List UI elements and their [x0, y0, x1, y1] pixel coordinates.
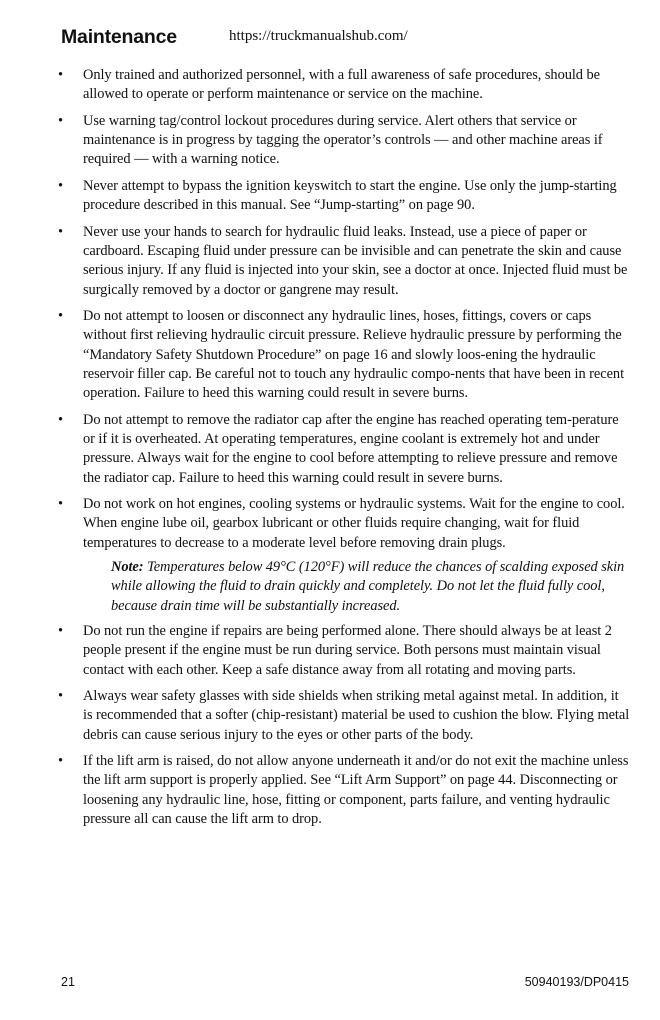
note-text: Temperatures below 49°C (120°F) will reduce the chances of scalding exposed skin while allowing the fluid to drain quickly and completely. Do not let the fluid fully cool, because drain time will be substantially increased.	[111, 559, 625, 614]
bullet-icon: •	[58, 223, 63, 240]
list-item	[58, 687, 630, 745]
source-url: https://truckmanualshub.com/	[229, 28, 408, 44]
bullet-icon: •	[58, 688, 63, 705]
list-item	[58, 622, 630, 680]
list-item-text: Do not work on hot engines, cooling systems or hydraulic systems. Wait for the engine to cool. When engine lube oil, gearbox lubricant or other fluids require changing, wait for fluid temperatures to decrease to a moderate level before removing drain plugs.	[83, 496, 625, 551]
bullet-icon: •	[58, 623, 63, 640]
section-title: Maintenance	[61, 26, 177, 48]
page-number: 21	[61, 975, 75, 989]
note-paragraph	[58, 558, 630, 616]
bullet-list-continued	[58, 622, 630, 829]
list-item-text: Only trained and authorized personnel, with a full awareness of safe procedures, should be allowed to operate or perform maintenance or service on the machine.	[83, 67, 600, 103]
list-item	[58, 177, 630, 216]
list-item	[58, 112, 630, 170]
list-item-text: Use warning tag/control lockout procedures during service. Alert others that service or maintenance is in progress by tagging the operator’s controls — and other machine areas if required — with a warning notice.	[83, 112, 603, 168]
page-header	[61, 24, 641, 52]
list-item	[58, 307, 630, 403]
bullet-icon: •	[58, 67, 63, 83]
safety-instructions	[58, 66, 630, 837]
document-code: 50940193/DP0415	[524, 975, 629, 989]
list-item	[58, 752, 630, 829]
list-item-text: Do not run the engine if repairs are being performed alone. There should always be at least 2 people present if the engine must be run during service. Both persons must maintain visual contact with each other. Keep a safe distance away from all rotating and moving parts.	[83, 623, 612, 678]
bullet-icon: •	[58, 112, 63, 129]
note-label: Note:	[111, 559, 144, 576]
list-item-text: If the lift arm is raised, do not allow anyone underneath it and/or do not exit the machine unless the lift arm support is properly applied. See “Lift Arm Support” on page 44. Disconnecting or loosening any hydraulic line, hose, fitting or component, parts failure, and venting hydraulic pressure all can cause the lift arm to drop.	[83, 753, 629, 828]
list-item-text: Always wear safety glasses with side shields when striking metal against metal. In addition, it is recommended that a softer (chip-resistant) material be used to cushion the blow. Flying metal debris can cause serious injury to the eyes or other parts of the body.	[83, 688, 630, 743]
list-item	[58, 495, 630, 553]
bullet-icon: •	[58, 411, 63, 428]
bullet-icon: •	[58, 496, 63, 513]
bullet-list-main	[58, 66, 630, 553]
bullet-icon: •	[58, 753, 63, 770]
list-item-text: Do not attempt to loosen or disconnect any hydraulic lines, hoses, fittings, covers or caps without first relieving hydraulic circuit pressure. Relieve hydraulic pressure by performing the “Mandatory Safety Shutdown Procedure” on page 16 and slowly loos-ening the hydraulic reservoir filler cap. Be careful not to touch any hydraulic compo-nents that have been in recent operation. Failure to heed this warning could result in severe burns.	[83, 308, 625, 402]
list-item-text: Never use your hands to search for hydraulic fluid leaks. Instead, use a piece of paper or cardboard. Escaping fluid under pressure can be invisible and can penetrate the skin and cause serious injury. If any fluid is injected into your skin, see a doctor at once. Injected fluid must be surgically removed by a doctor or gangrene may result.	[83, 223, 628, 298]
bullet-icon: •	[58, 308, 63, 325]
bullet-icon: •	[58, 177, 63, 194]
list-item	[58, 411, 630, 488]
list-item	[58, 66, 630, 105]
list-item-text: Do not attempt to remove the radiator cap after the engine has reached operating tem-perature or if it is overheated. At operating temperatures, engine coolant is extremely hot and under pressure. Always wait for the engine to cool before attempting to relieve pressure and remove the radiator cap. Failure to heed this warning could result in severe burns.	[83, 411, 619, 486]
list-item	[58, 223, 630, 300]
list-item-text: Never attempt to bypass the ignition keyswitch to start the engine. Use only the jump-starting procedure described in this manual. See “Jump-starting” on page 90.	[83, 177, 617, 214]
